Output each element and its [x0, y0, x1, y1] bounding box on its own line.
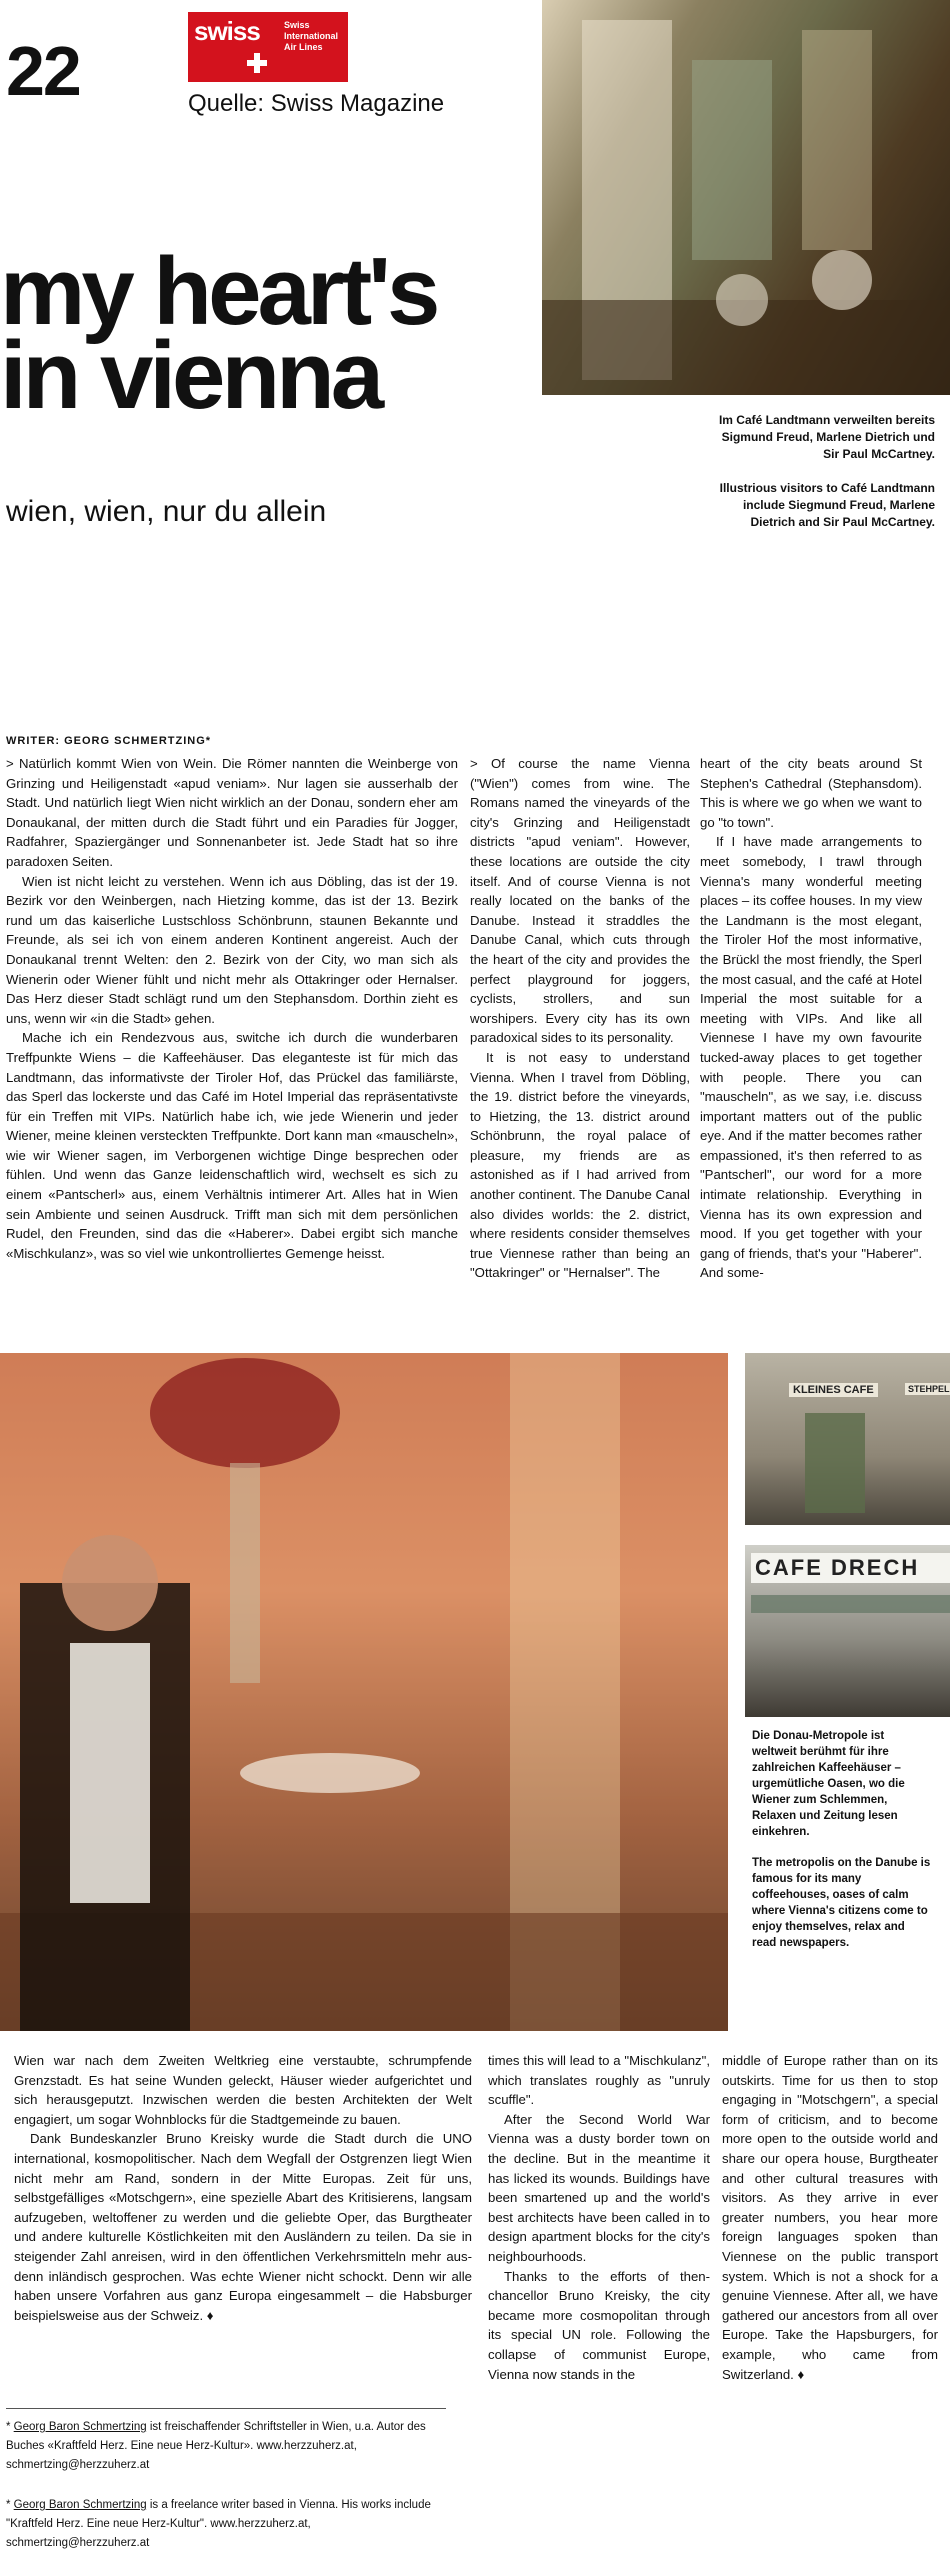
cafe-interior-sketch	[542, 0, 950, 395]
caption-top-english: Illustrious visitors to Café Landtmann include Siegmund Freud, Marlene Dietrich and Sir Paul McCartney.	[719, 481, 935, 529]
english-lower-col2	[722, 2051, 938, 2384]
swiss-logo	[188, 12, 348, 82]
paragraph: It is not easy to understand Vienna. When I travel from Döbling, the 19. district before the vineyards, to Hietzing, the 13. district around Schönbrunn, the royal palace of pleasure, my friends are as astonished as if I had arrived from another continent. The Danube Canal also divides worlds: the 2. district, where residents consider themselves true Viennese rather than being an "Ottakringer" or "Hernalser". The	[470, 1049, 690, 1281]
awning	[751, 1595, 950, 1613]
german-text-upper	[6, 754, 458, 1263]
kleines-cafe-photo	[745, 1353, 950, 1525]
footnote-german: * Georg Baron Schmertzing ist freischaffender Schriftsteller in Wien, u.a. Autor des Buches «Kraftfeld Herz. Eine neue Herz-Kultur». www.herzzuherz.at, schmertzing@herzzuherz.at	[6, 2421, 426, 2471]
footnote-english: * Georg Baron Schmertzing is a freelance writer based in Vienna. His works include "Kraftfeld Herz. Eine neue Herz-Kultur". www.herzzuherz.at, schmertzing@herzzuherz.at	[6, 2499, 431, 2549]
caption-mid-german: Die Donau-Metropole ist weltweit berühmt für ihre zahlreichen Kaffeehäuser – urgemütliche Oasen, wo die Wiener zum Schlemmen, Relaxen und Zeitung lesen einkehren.	[752, 1730, 905, 1838]
headline-line-1: my heart's	[0, 238, 437, 345]
caption-top-german: Im Café Landtmann verweilten bereits Sigmund Freud, Marlene Dietrich und Sir Paul McCartney.	[718, 413, 935, 461]
footnote-divider	[6, 2408, 446, 2409]
paragraph: Dank Bundeskanzler Bruno Kreisky wurde die Stadt durch die UNO international, kosmopolitischer. Nach dem Wegfall der Ostgrenzen liegt Wien nicht mehr am Rand, sondern in der Mitte Europas. Zeit für uns, selbstgefälliges «Motschgern», eine spezielle Abart des Kritisierens, langsam aufzugeben, weltoffener zu werden und die geliebte Oper, das Burgtheater und andere kulturelle Köstlichkeiten mit den Ausländern zu teilen. Da sie in steigender Zahl anreisen, wird in den öffentlichen Verkehrsmitteln mehr aus- denn inländisch gesprochen. Was echte Wiener nicht schockt. Denn wir alle haben unsere Vorfahren aus ganz Europa eingesammelt – die Habsburger beispielsweise aus der Schweiz. ♦	[14, 2131, 472, 2323]
footnote-author-name: Georg Baron Schmertzing	[13, 2499, 147, 2511]
paragraph: Mache ich ein Rendezvous aus, switche ich durch die wunderbaren Treffpunkte Wiens – die Kaffeehäuser. Das eleganteste ist für mich das Landtmann, das informativste der Tiroler Hof, das Prückel das familiärste, das Sperl das lockerste und das Café im Hotel Imperial das repräsentativste für ein Treffen mit VIPs. Natürlich habe ich, wie jede Wienerin und jeder Wiener, meine kleinen versteckten Treffpunkte. Dort kann man «mauscheln», wie wir Wiener sagen, im Verborgenen wichtige Dinge besprechen oder fühlen. Und wenn das Ganze leidenschaftlich wird, wechselt es sich zu einem «Pantscherl» aus, einem Verhältnis intimerer Art. Alles hat in Wien sein Ambiente und seinen Ausdruck. Trifft man sich mit dem persönlichen Rudel, den Freunden, sind das die «Haberer». Dabei ergibt sich manche «Mischkulanz», was so viel wie unkontrolliertes Gemenge heisst.	[6, 1030, 458, 1261]
paragraph: middle of Europe rather than on its outskirts. Time for us then to stop engaging in "Motschgern", a special form of criticism, and to become more open to the outside world and share our opera house, Burgtheater and other cultural treasures with visitors. As they arrive in ever greater numbers, you hear more foreign languages spoken than Viennese on the public transport system. Which is not a shock for a genuine Viennese. After all, we have gathered our ancestors from all over Europe. Take the Hapsburgers, for example, who came from Switzerland. ♦	[722, 2053, 938, 2382]
page-number: 22	[6, 32, 80, 110]
swiss-cross-icon	[244, 50, 270, 76]
cafe-landtmann-photo	[542, 0, 950, 395]
english-text-col2	[700, 754, 922, 1283]
cafe-interior-sketch	[0, 1353, 728, 2031]
caption-mid-english: The metropolis on the Danube is famous for its many coffeehouses, oases of calm where Vienna's citizens come to enjoy themselves, relax and read newspapers.	[752, 1857, 931, 1949]
english-lower-col1	[488, 2051, 710, 2384]
cafe-waiter-photo	[0, 1353, 728, 2031]
paragraph: After the Second World War Vienna was a dusty border town on the decline. But in the meantime it has licked its wounds. Buildings have been smartened up and the world's best architects have been called in to design apartment blocks for the city's neighbourhoods.	[488, 2111, 710, 2264]
paragraph: > Natürlich kommt Wien von Wein. Die Römer nannten die Weinberge von Grinzing und Heiligenstadt «apud veniam». Nur lagen sie ausserhalb der Stadt. Und natürlich liegt Wien nicht wirklich an der Donau, sondern eher am Donaukanal, der mitten durch die Stadt führt und ein Paradies für Jogger, Radfahrer, Spaziergänger und Sonnenanbeter ist. Jede Stadt hat so ihre paradoxen Seiten.	[6, 756, 458, 869]
german-text-lower	[14, 2051, 472, 2325]
sign-kleines-cafe: KLEINES CAFE	[789, 1383, 878, 1397]
author-credit: WRITER: GEORG SCHMERTZING*	[6, 735, 212, 747]
logo-word: swiss	[194, 16, 260, 46]
footnote-author-name: Georg Baron Schmertzing	[13, 2421, 147, 2433]
logo-subtitle: Swiss International Air Lines	[284, 20, 339, 52]
paragraph: Wien war nach dem Zweiten Weltkrieg eine verstaubte, schrumpfende Grenzstadt. Es hat seine Wunden geleckt, Häuser wieder aufgerichtet und sich herausgeputzt. Inzwischen werden die besten Architekten der Welt engagiert, um sogar Wohnblocks für die Stadtgemeinde zu bauen.	[14, 2053, 472, 2127]
footnote-text: ist freischaffender Schriftsteller in Wien, u.a. Autor des Buches «Kraftfeld Herz. Eine neue Herz-Kultur». www.herzzuherz.at, schmertzing@herzzuherz.at	[6, 2421, 426, 2471]
cafe-door	[805, 1413, 865, 1513]
cafe-drechsler-photo	[745, 1545, 950, 1717]
sign-cafe-drech: CAFE DRECH	[751, 1553, 950, 1583]
paragraph: Wien ist nicht leicht zu verstehen. Wenn ich aus Döbling, das ist der 19. Bezirk vor den Weinbergen, nach Hietzing komme, das ist der 13. Bezirk rund um das kaiserliche Lustschloss Schönbrunn, staunen Bekannte und Freunde, als sei ich von einem anderen Kontinent angereist. Auch der Donaukanal trennt Welten: den 2. Bezirk von der City, wo man sich als Wienerin oder Wiener fühlt und nicht mehr als Ottakringer oder Hernalser. Das Herz dieser Stadt schlägt rund um den Stephansdom. Dorthin zieht es uns, wenn wir «in die Stadt» gehen.	[6, 873, 458, 1026]
paragraph: times this will lead to a "Mischkulanz", which translates roughly as "unruly scuffle".	[488, 2053, 710, 2108]
headline	[0, 238, 437, 429]
english-text-col1	[470, 754, 690, 1283]
footnote-text: is a freelance writer based in Vienna. His works include "Kraftfeld Herz. Eine neue Herz-Kultur". www.herzzuherz.at, schmertzing@herzzuherz.at	[6, 2499, 431, 2549]
headline-line-2: in vienna	[0, 322, 381, 429]
paragraph: > Of course the name Vienna ("Wien") comes from wine. The Romans named the vineyards of the city's Grinzing and Heiligenstadt districts "apud veniam". However, these locations are outside the city itself. And of course Vienna is not really located on the banks of the Danube. Instead it straddles the Danube Canal, which cuts through the heart of the city and provides the perfect playground for joggers, cyclists, strollers, and sun worshipers. Every city has its own paradoxical sides to its personality.	[470, 756, 690, 1046]
subheadline: wien, wien, nur du allein	[6, 495, 327, 528]
paragraph: heart of the city beats around St Stephen's Cathedral (Stephansdom). This is where we go when we want to go "to town".	[700, 756, 922, 830]
source-line: Quelle: Swiss Magazine	[188, 90, 445, 117]
paragraph: Thanks to the efforts of then-chancellor Bruno Kreisky, the city became more cosmopolitan through its special UN role. Following the collapse of communist Europe, Vienna now stands in the	[488, 2268, 710, 2382]
sign-stehpel: STEHPEL	[905, 1383, 950, 1395]
paragraph: If I have made arrangements to meet somebody, I trawl through Vienna's many wonderful meeting places – its coffee houses. In my view the Landmann is the most elegant, the Tiroler Hof the most informative, the Brückl the most friendly, the Sperl the most casual, and the café at Hotel Imperial the most suitable for a meeting with VIPs. And like all Viennese I have my own favourite tucked-away places to get together with people. There you can "mauscheln", as we say, i.e. discuss important matters out of the public eye. And if the matter becomes rather empassioned, it's then referred to as "Pantscherl", our word for a more intimate relationship. Everything in Vienna has its own expression and mood. If you get together with your gang of friends, that's your "Haberer". And some-	[700, 834, 922, 1281]
